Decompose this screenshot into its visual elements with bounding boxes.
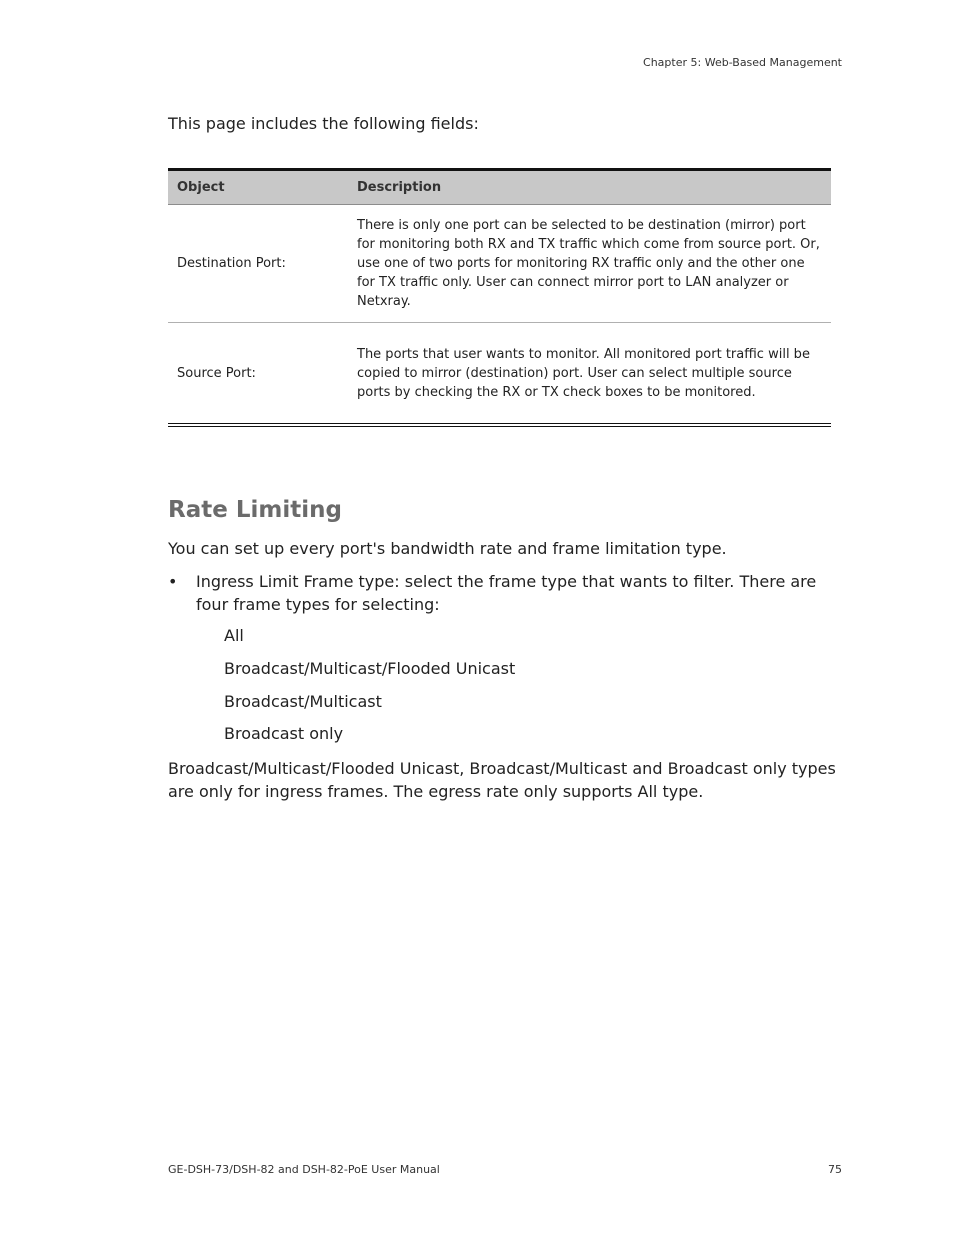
section-lead: You can set up every port's bandwidth rate and frame limitation type. [168,539,727,558]
frame-type-item: Broadcast/Multicast/Flooded Unicast [224,659,516,678]
fields-table [168,168,831,427]
description-cell: There is only one port can be selected to be destination (mirror) port for monitoring both RX and TX traffic which come from source port. Or, use one of two ports for monitoring RX traffic only and the other one for TX traffic only. User can connect mirror port to LAN analyzer or Netxray. [348,205,831,323]
column-header-object: Object [168,170,348,205]
running-header: Chapter 5: Web-Based Management [643,56,842,69]
bullet-item [168,570,838,616]
frame-type-item: Broadcast only [224,724,344,743]
table-header-row [168,170,831,205]
footer-manual-title: GE-DSH-73/DSH-82 and DSH-82-PoE User Manual [168,1163,440,1176]
object-cell: Destination Port: [168,205,348,323]
frame-type-item: Broadcast/Multicast [224,692,382,711]
object-cell: Source Port: [177,365,256,381]
frame-type-item: All [224,626,244,645]
intro-text: This page includes the following fields: [168,114,479,133]
column-header-description: Description [348,170,831,205]
table-row [168,323,831,426]
bullet-text: Ingress Limit Frame type: select the frame type that wants to filter. There are four frame types for selecting: [196,572,817,614]
table-row [168,205,831,323]
section-title: Rate Limiting [168,497,342,523]
bullet-icon: • [168,572,178,591]
closing-paragraph: Broadcast/Multicast/Flooded Unicast, Broadcast/Multicast and Broadcast only types are only for ingress frames. The egress rate only supports All type. [168,759,836,801]
description-cell: The ports that user wants to monitor. All monitored port traffic will be copied to mirror (destination) port. User can select multiple source ports by checking the RX or TX check boxes to be monitored. [357,346,810,400]
page-number: 75 [828,1163,842,1176]
